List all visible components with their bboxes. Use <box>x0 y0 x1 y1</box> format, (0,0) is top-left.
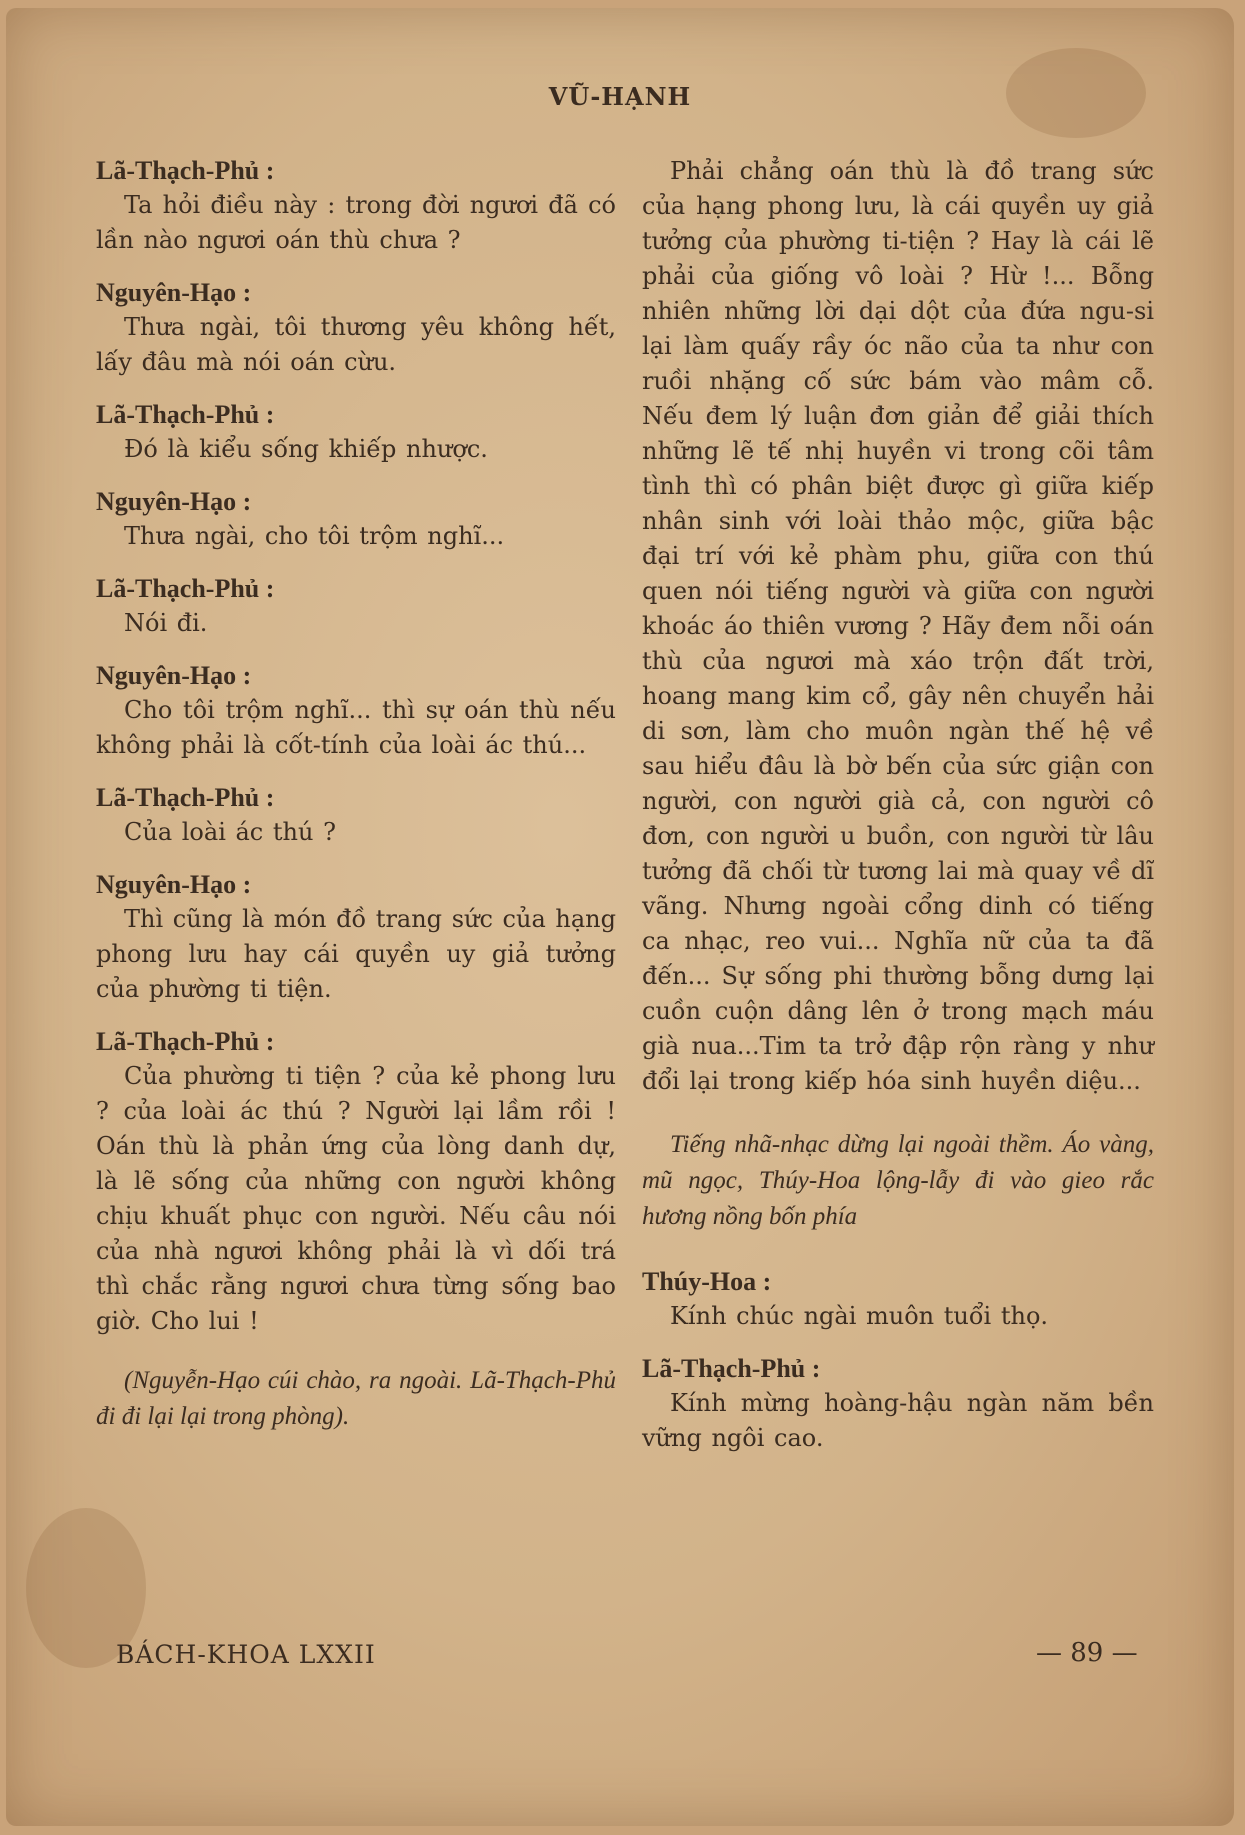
dialogue-entry <box>96 781 616 850</box>
speech-text: Thưa ngài, cho tôi trộm nghĩ... <box>124 522 505 550</box>
speaker-name: Lã-Thạch-Phủ : <box>96 783 275 812</box>
speaker-name: Lã-Thạch-Phủ : <box>96 156 275 185</box>
dialogue-entry <box>96 572 616 641</box>
speaker-name: Nguyên-Hạo : <box>96 487 252 516</box>
left-column <box>96 154 616 1465</box>
dialogue-entry <box>96 659 616 763</box>
speaker-name: Thúy-Hoa : <box>642 1267 772 1296</box>
speech-text: Thưa ngài, tôi thương yêu không hết, lấy đâu mà nói oán cừu. <box>96 313 616 376</box>
dialogue-entry <box>96 154 616 258</box>
speaker-name: Lã-Thạch-Phủ : <box>96 574 275 603</box>
speech-text: Ta hỏi điều này : trong đời ngươi đã có lần nào ngươi oán thù chưa ? <box>96 191 616 254</box>
dialogue-entry <box>96 868 616 1007</box>
speech-text: Nói đi. <box>124 609 208 637</box>
dialogue-entry <box>642 1265 1154 1334</box>
page-number: — 89 — <box>1036 1638 1138 1668</box>
right-column <box>642 154 1154 1474</box>
monologue-text: Phải chẳng oán thù là đồ trang sức của hạng phong lưu, là cái quyền uy giả tưởng của phường ti-tiện ? Hay là cái lẽ phải của giống vô loài ? Hừ !... Bỗng nhiên những lời dại dột của đứa ngu-si lại làm quấy rầy óc não của ta như con ruồi nhặng cố sức bám vào mâm cỗ. Nếu đem lý luận đơn giản để giải thích những lẽ tế nhị huyền vi trong cõi tâm tình thì có phân biệt được gì giữa kiếp nhân sinh với loài thảo mộc, giữa bậc đại trí với kẻ phàm phu, giữa con thú quen nói tiếng người và giữa con người khoác áo thiên vương ? Hãy đem nỗi oán thù của ngươi mà xáo trộn đất trời, hoang mang kim cổ, gây nên chuyển hải di sơn, làm cho muôn ngàn thế hệ về sau hiểu đâu là bờ bến của sức giận con người, con người già cả, con người cô đơn, con người u buồn, con người từ lâu tưởng đã chối từ tương lai mà quay về dĩ vãng. Nhưng ngoài cổng dinh có tiếng ca nhạc, reo vui... Nghĩa nữ của ta đã đến... Sự sống phi thường bỗng dưng lại cuồn cuộn dâng lên ở trong mạch máu già nua...Tim ta trở đập rộn ràng y như đổi lại trong kiếp hóa sinh huyền diệu... <box>642 157 1154 1095</box>
speech-text: Đó là kiểu sống khiếp nhược. <box>124 435 488 463</box>
speech-text: Kính mừng hoàng-hậu ngàn năm bền vững ngôi cao. <box>642 1389 1154 1452</box>
dialogue-entry <box>642 1352 1154 1456</box>
speech-text: Của loài ác thú ? <box>124 818 336 846</box>
dialogue-entry <box>96 276 616 380</box>
dialogue-entry <box>96 1025 616 1339</box>
speaker-name: Nguyên-Hạo : <box>96 870 252 899</box>
dialogue-entry <box>96 398 616 467</box>
speech-text: Kính chúc ngài muôn tuổi thọ. <box>670 1302 1049 1330</box>
journal-footer: BÁCH-KHOA LXXII <box>116 1640 376 1669</box>
stage-direction: (Nguyễn-Hạo cúi chào, ra ngoài. Lã-Thạch-Phủ đi đi lại lại trong phòng). <box>96 1367 616 1430</box>
speaker-name: Nguyên-Hạo : <box>96 661 252 690</box>
speech-text: Cho tôi trộm nghĩ... thì sự oán thù nếu không phải là cốt-tính của loài ác thú... <box>96 696 616 759</box>
speaker-name: Lã-Thạch-Phủ : <box>642 1354 821 1383</box>
running-head: VŨ-HẠNH <box>548 82 692 111</box>
speaker-name: Lã-Thạch-Phủ : <box>96 400 275 429</box>
speech-text: Của phường ti tiện ? của kẻ phong lưu ? của loài ác thú ? Người lại lầm rồi ! Oán thù là phản ứng của lòng danh dự, là lẽ sống của những con người không chịu khuất phục con người. Nếu câu nói của nhà ngươi không phải là vì dối trá thì chắc rằng ngươi chưa từng sống bao giờ. Cho lui ! <box>96 1062 616 1335</box>
speaker-name: Lã-Thạch-Phủ : <box>96 1027 275 1056</box>
book-page <box>6 8 1234 1826</box>
speaker-name: Nguyên-Hạo : <box>96 278 252 307</box>
stage-direction: Tiếng nhã-nhạc dừng lại ngoài thềm. Áo vàng, mũ ngọc, Thúy-Hoa lộng-lẫy đi vào gieo rắc hương nồng bốn phía <box>642 1131 1154 1230</box>
speech-text: Thì cũng là món đồ trang sức của hạng phong lưu hay cái quyền uy giả tưởng của phường ti tiện. <box>96 905 616 1003</box>
dialogue-entry <box>96 485 616 554</box>
